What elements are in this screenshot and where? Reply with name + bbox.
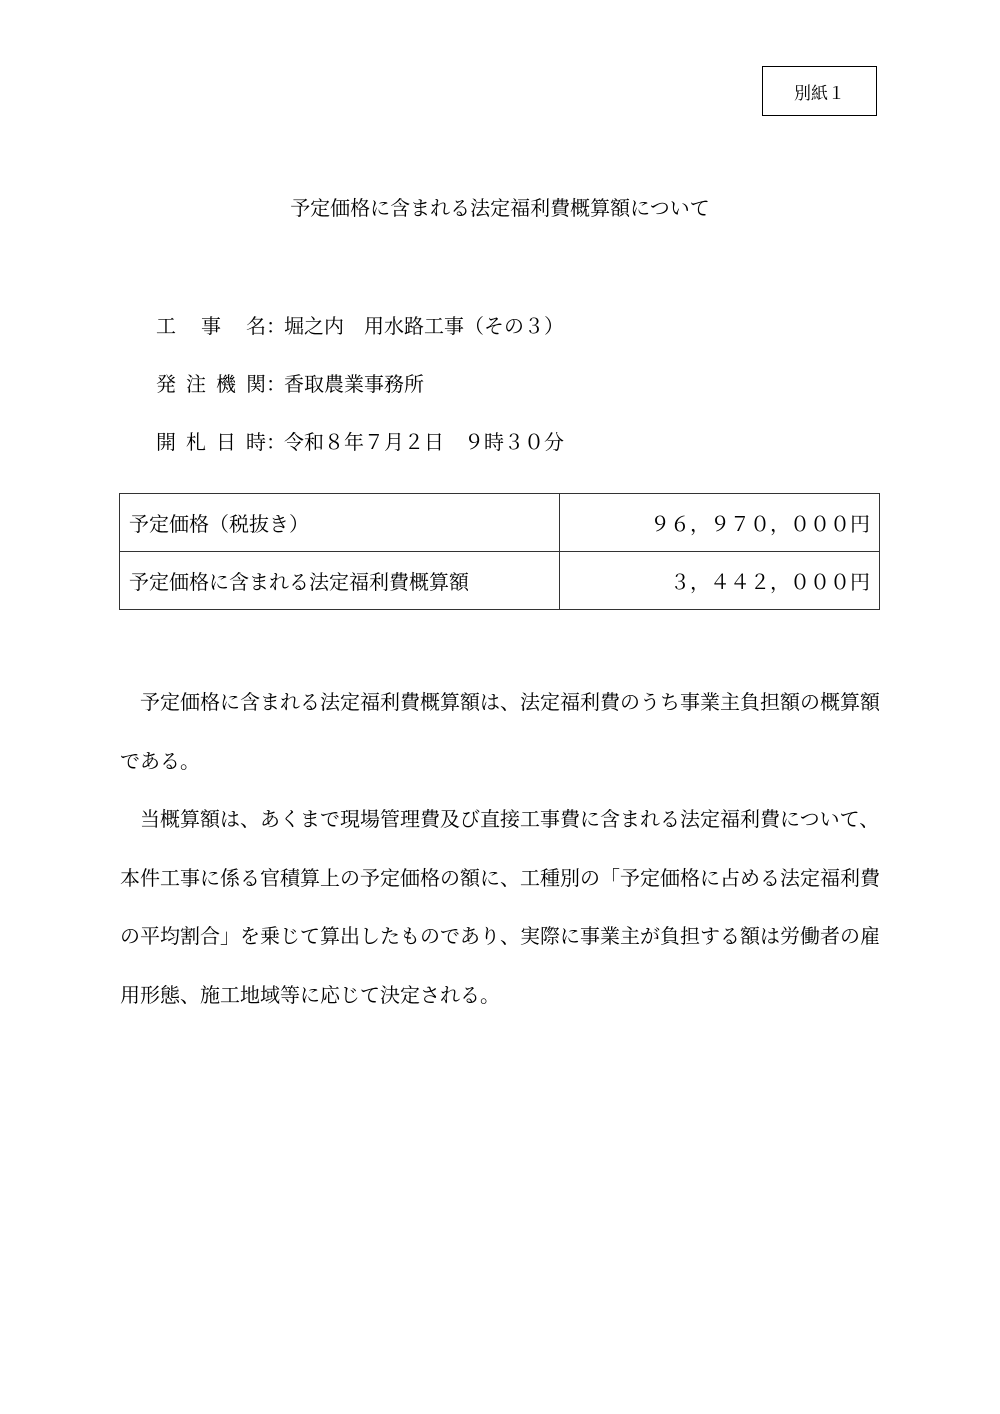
body-text bbox=[120, 673, 890, 1025]
table-cell-value: ９６，９７０，０００円 bbox=[560, 494, 880, 552]
table-cell-value: ３，４４２，０００円 bbox=[560, 552, 880, 610]
info-row-bid-opening-datetime bbox=[156, 428, 564, 456]
paragraph: 予定価格に含まれる法定福利費概算額は、法定福利費のうち事業主負担額の概算額である。 bbox=[120, 690, 880, 773]
table-cell-label: 予定価格に含まれる法定福利費概算額 bbox=[120, 552, 560, 610]
info-row-project-name bbox=[156, 312, 564, 340]
info-separator: ： bbox=[266, 314, 286, 338]
table-cell-label: 予定価格（税抜き） bbox=[120, 494, 560, 552]
info-separator: ： bbox=[266, 430, 286, 454]
info-value-project-name: 堀之内 用水路工事（その３） bbox=[284, 314, 564, 338]
info-value-ordering-agency: 香取農業事務所 bbox=[284, 372, 424, 396]
paragraph: 当概算額は、あくまで現場管理費及び直接工事費に含まれる法定福利費について、本件工事に係る官積算上の予定価格の額に、工種別の「予定価格に占める法定福利費の平均割合」を乗じて算出したものであり、実際に事業主が負担する額は労働者の雇用形態、施工地域等に応じて決定される。 bbox=[120, 807, 880, 1007]
document-title: 予定価格に含まれる法定福利費概算額について bbox=[290, 196, 710, 220]
info-separator: ： bbox=[266, 372, 286, 396]
info-label-bid-opening-datetime: 開札日時 bbox=[156, 430, 266, 454]
price-table bbox=[119, 493, 880, 610]
info-row-ordering-agency bbox=[156, 370, 424, 398]
table-row bbox=[120, 552, 880, 610]
info-label-project-name: 工事名 bbox=[156, 314, 266, 338]
info-value-bid-opening-datetime: 令和８年７月２日 ９時３０分 bbox=[284, 430, 564, 454]
table-row bbox=[120, 494, 880, 552]
info-label-ordering-agency: 発注機関 bbox=[156, 372, 266, 396]
attachment-label: 別紙１ bbox=[762, 66, 877, 116]
